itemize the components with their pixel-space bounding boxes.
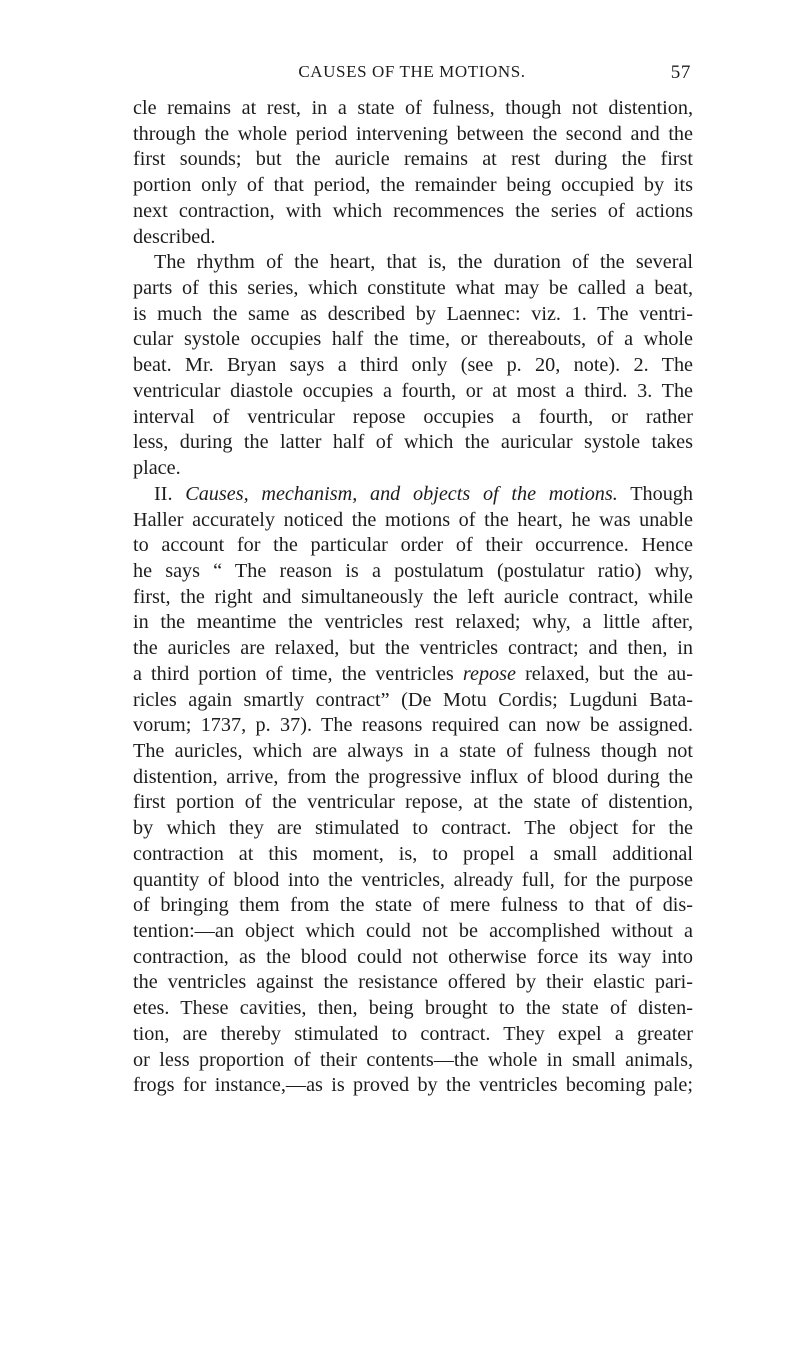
section-heading-tail: Though bbox=[630, 482, 693, 505]
text-line: beat. Mr. Bryan says a third only (see p. 20, note). 2. The bbox=[133, 354, 693, 377]
page-number: 57 bbox=[670, 62, 691, 83]
paragraph-start: The rhythm of the heart, that is, the duration of the several bbox=[154, 251, 693, 274]
text-line: cle remains at rest, in a state of fulness, though not distention, bbox=[133, 97, 693, 119]
text-line: interval of ventricular repose occupies a fourth, or rather bbox=[133, 405, 693, 428]
text-line: tention:—an object which could not be accomplished without a bbox=[133, 920, 693, 942]
text-line: etes. These cavities, then, being brought to the state of disten- bbox=[133, 997, 693, 1020]
text-line: parts of this series, which constitute what may be called a beat, bbox=[133, 277, 693, 300]
text-line: Haller accurately noticed the motions of the heart, he was unable bbox=[133, 508, 693, 531]
text-line: tion, are thereby stimulated to contract. They expel a greater bbox=[133, 1022, 693, 1045]
text-line: or less proportion of their contents—the whole in small animals, bbox=[133, 1048, 693, 1071]
running-head bbox=[133, 62, 691, 86]
text-line: distention, arrive, from the progressive influx of blood during the bbox=[133, 765, 693, 788]
text-fragment: relaxed, but the au- bbox=[525, 662, 693, 685]
text-line: ricles again smartly contract” (De Motu Cordis; Lugduni Bata- bbox=[133, 688, 693, 711]
text-line: first sounds; but the auricle remains at rest during the first bbox=[133, 148, 693, 171]
text-line: is much the same as described by Laennec: viz. 1. The ventri- bbox=[133, 302, 693, 325]
italic-word-repose: repose bbox=[462, 662, 516, 685]
text-line: first portion of the ventricular repose, at the state of distention, bbox=[133, 791, 693, 814]
text-line: by which they are stimulated to contract. The object for the bbox=[133, 817, 693, 840]
text-line: vorum; 1737, p. 37). The reasons required can now be assigned. bbox=[133, 714, 693, 737]
text-line: cular systole occupies half the time, or thereabouts, of a whole bbox=[133, 328, 693, 351]
text-line: the ventricles against the resistance offered by their elastic pari- bbox=[133, 971, 693, 994]
text-line: of bringing them from the state of mere fulness to that of dis- bbox=[133, 894, 693, 917]
text-line: in the meantime the ventricles rest relaxed; why, a little after, bbox=[133, 611, 693, 634]
text-line: portion only of that period, the remainder being occupied by its bbox=[133, 174, 693, 197]
text-line: next contraction, with which recommences the series of actions bbox=[133, 199, 693, 222]
text-line: The auricles, which are always in a state of fulness though not bbox=[133, 739, 693, 762]
text-line: contraction, as the blood could not otherwise force its way into bbox=[133, 945, 693, 968]
text-line-with-italic bbox=[133, 662, 693, 688]
running-head-title: CAUSES OF THE MOTIONS. bbox=[298, 62, 526, 81]
body-text bbox=[133, 96, 693, 1099]
text-line: through the whole period intervening between the second and the bbox=[133, 122, 693, 145]
section-heading: Causes, mechanism, and objects of the motions. bbox=[185, 482, 618, 505]
text-line: the auricles are relaxed, but the ventricles contract; and then, in bbox=[133, 637, 693, 660]
section-heading-line bbox=[133, 482, 693, 508]
text-line: frogs for instance,—as is proved by the ventricles becoming pale; bbox=[133, 1074, 693, 1097]
text-line: contraction at this moment, is, to propel a small additional bbox=[133, 842, 693, 865]
text-line: first, the right and simultaneously the left auricle contract, while bbox=[133, 585, 693, 608]
text-line: described. bbox=[133, 225, 216, 248]
text-line: to account for the particular order of their occurrence. Hence bbox=[133, 534, 693, 557]
text-line: he says “ The reason is a postulatum (postulatur ratio) why, bbox=[133, 559, 693, 582]
text-line: less, during the latter half of which the auricular systole takes bbox=[133, 431, 693, 454]
text-fragment: a third portion of time, the ventricles bbox=[133, 662, 454, 685]
text-line: ventricular diastole occupies a fourth, or at most a third. 3. The bbox=[133, 379, 693, 402]
section-number: II. bbox=[154, 482, 173, 505]
text-line: quantity of blood into the ventricles, already full, for the purpose bbox=[133, 868, 693, 891]
text-line: place. bbox=[133, 457, 181, 480]
